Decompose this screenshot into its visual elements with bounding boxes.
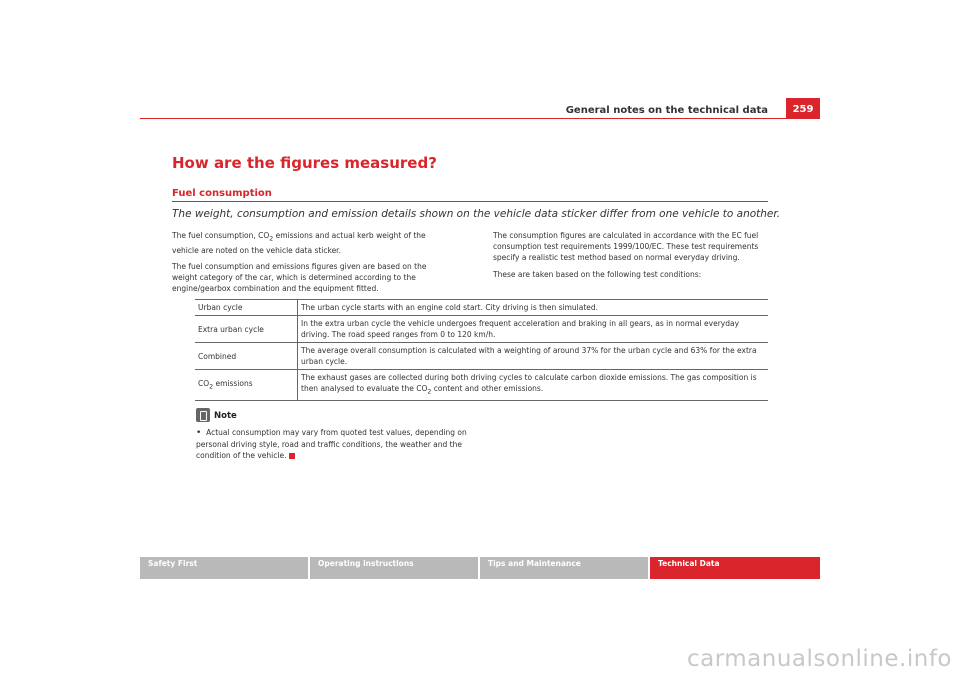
bullet-icon: • bbox=[196, 428, 202, 438]
left-paragraph-2: The fuel consumption and emissions figures given are based on the weight category of the car, which is determined according to the engine/gearbox combination and the equipment fitted. bbox=[172, 261, 427, 294]
watermark: carmanualsonline.info bbox=[686, 646, 952, 672]
note-icon bbox=[196, 408, 210, 422]
table-value: The urban cycle starts with an engine cold start. City driving is then simulated. bbox=[298, 300, 769, 316]
table-row bbox=[195, 343, 768, 370]
body-right-column bbox=[493, 230, 775, 285]
table-key: Combined bbox=[195, 343, 298, 370]
note-text: • Actual consumption may vary from quoted test values, depending on personal driving style, road and traffic conditions, the weather and the condition of the vehicle. bbox=[196, 428, 467, 460]
right-paragraph-2: These are taken based on the following test conditions: bbox=[493, 269, 702, 279]
table-row bbox=[195, 300, 768, 316]
table-value: The average overall consumption is calculated with a weighting of around 37% for the urban cycle and 63% for the extra urban cycle. bbox=[298, 343, 769, 370]
page-number: 259 bbox=[786, 98, 820, 118]
footer-tab-technical-data[interactable]: Technical Data bbox=[650, 557, 820, 579]
table-key: Extra urban cycle bbox=[195, 316, 298, 343]
intro-text: The weight, consumption and emission details shown on the vehicle data sticker differ from one vehicle to another. bbox=[172, 208, 781, 220]
table-value: The exhaust gases are collected during both driving cycles to calculate carbon dioxide emissions. The gas composition is then analysed to evaluate the $CO_2$ content and other emissions. bbox=[298, 370, 769, 401]
header-title: General notes on the technical data bbox=[565, 105, 768, 116]
table-row bbox=[195, 316, 768, 343]
table-row bbox=[195, 370, 768, 401]
section-title: How are the figures measured? bbox=[172, 154, 437, 172]
footer-tab-safety-first[interactable]: Safety First bbox=[140, 557, 308, 579]
note-label: Note bbox=[214, 411, 237, 421]
test-conditions-table bbox=[195, 299, 768, 401]
table-key: $CO_2$ emissions bbox=[195, 370, 298, 401]
footer-tab-tips-and-maintenance[interactable]: Tips and Maintenance bbox=[480, 557, 648, 579]
subtitle-rule bbox=[172, 201, 768, 202]
end-marker-icon bbox=[289, 453, 295, 459]
right-paragraph-1: The consumption figures are calculated in accordance with the EC fuel consumption test requirements 1999/100/EC. These test requirements specify a realistic test method based on normal everyday driving. bbox=[493, 231, 759, 263]
table-key: Urban cycle bbox=[195, 300, 298, 316]
table-value: In the extra urban cycle the vehicle undergoes frequent acceleration and braking in all gears, as in normal everyday driving. The road speed ranges from 0 to 120 km/h. bbox=[298, 316, 769, 343]
section-subtitle: Fuel consumption bbox=[172, 188, 272, 199]
left-paragraph-1: The fuel consumption, $CO_2$ emissions and actual kerb weight of the vehicle are noted on the vehicle data sticker. bbox=[172, 231, 426, 255]
header-rule bbox=[140, 118, 820, 119]
footer-tab-operating-instructions[interactable]: Operating instructions bbox=[310, 557, 478, 579]
body-left-column bbox=[172, 230, 454, 300]
